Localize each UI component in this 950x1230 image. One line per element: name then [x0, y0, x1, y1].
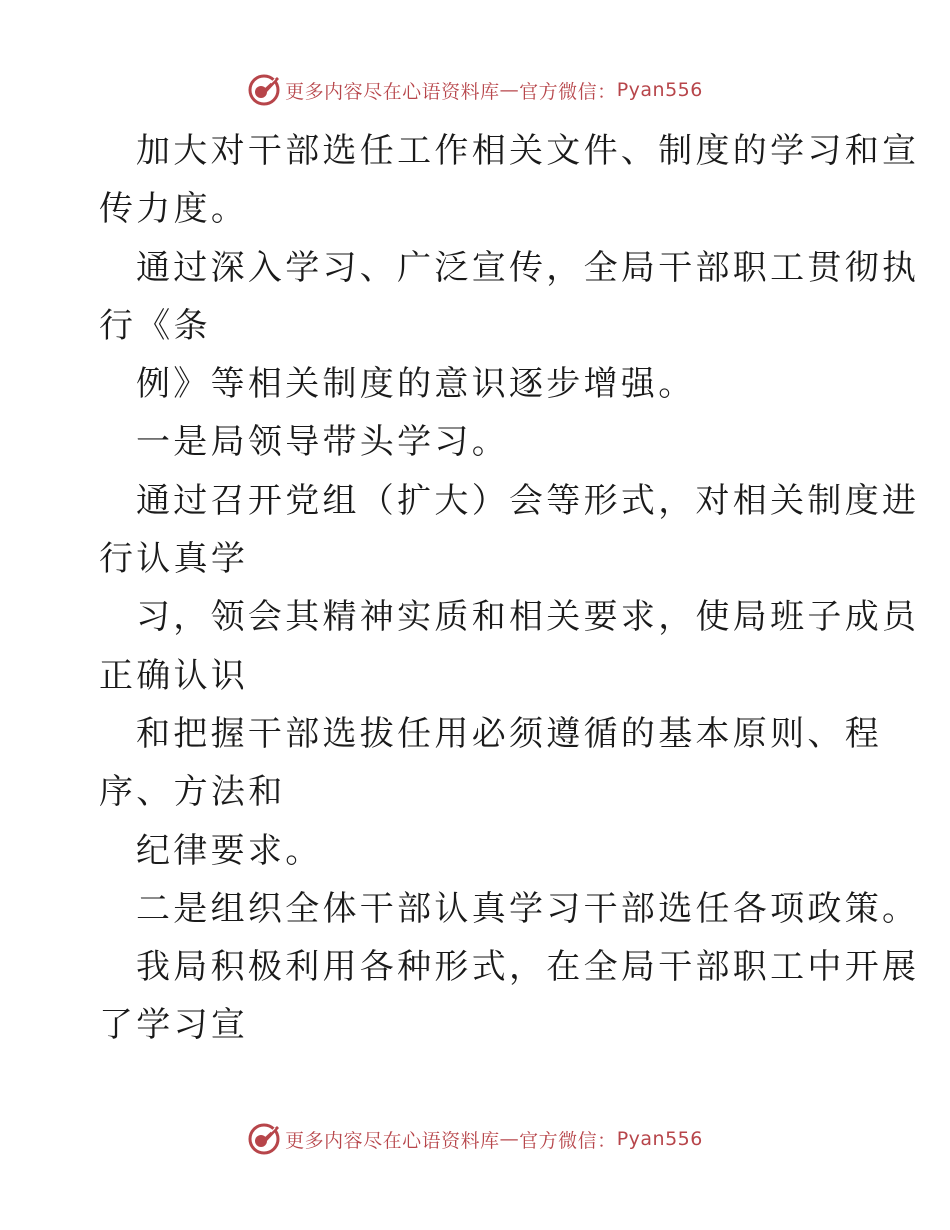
watermark-prefix: 更多内容尽在心语资料库	[285, 80, 500, 103]
text-line: 通过深入学习、广泛宣传，全局干部职工贯彻执	[136, 247, 920, 288]
footer-watermark	[0, 1119, 950, 1159]
text-line: 正确认识	[99, 655, 249, 696]
watermark-wechat-id: Pyan556	[616, 1128, 703, 1150]
text-line: 例》等相关制度的意识逐步增强。	[136, 364, 696, 405]
text-line: 一是局领导带头学习。	[136, 422, 509, 463]
text-line: 加大对干部选任工作相关文件、制度的学习和宣	[136, 131, 920, 171]
quill-seal-icon	[247, 73, 281, 107]
quill-seal-icon	[247, 1122, 281, 1156]
text-line: 和把握干部选拔任用必须遵循的基本原则、程	[136, 713, 882, 754]
watermark-prefix: 更多内容尽在心语资料库	[285, 1129, 500, 1152]
watermark-label: 官方微信：	[519, 80, 617, 103]
watermark-separator: —	[499, 79, 520, 101]
text-line: 行《条	[99, 305, 211, 346]
text-line: 我局积极利用各种形式，在全局干部职工中开展	[136, 947, 920, 988]
text-line: 通过召开党组（扩大）会等形式，对相关制度进	[136, 480, 920, 521]
text-line: 了学习宣	[99, 1005, 249, 1046]
watermark-separator: —	[499, 1128, 520, 1150]
header-watermark	[0, 70, 950, 110]
text-line: 习，领会其精神实质和相关要求，使局班子成员	[136, 597, 920, 638]
watermark-wechat-id: Pyan556	[616, 79, 703, 101]
watermark-label: 官方微信：	[519, 1129, 617, 1152]
text-line: 传力度。	[99, 189, 249, 230]
text-line: 纪律要求。	[136, 830, 323, 871]
text-line: 二是组织全体干部认真学习干部选任各项政策。	[136, 888, 920, 929]
document-body	[99, 122, 920, 1055]
text-line: 行认真学	[99, 539, 249, 580]
text-line: 序、方法和	[99, 772, 286, 813]
